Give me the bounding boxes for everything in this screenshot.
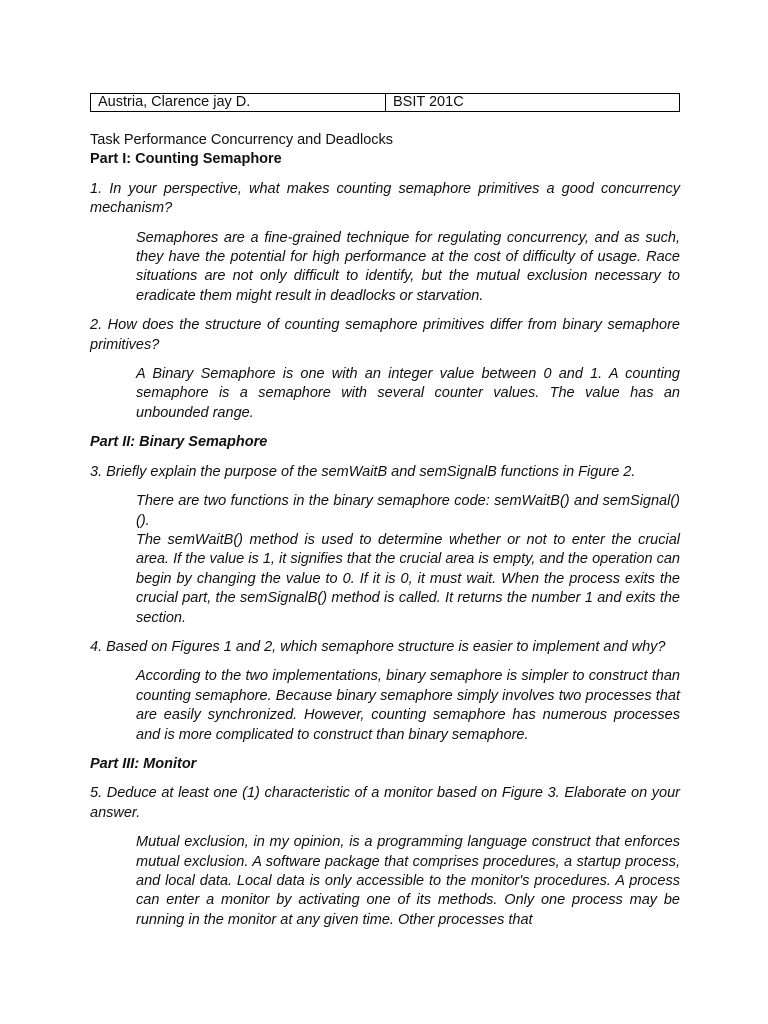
part1-heading: Part I: Counting Semaphore bbox=[90, 151, 282, 168]
answer-3-paragraph-2: The semWaitB() method is used to determine whether or not to enter the crucial area. If the value is 1, it signifies that the crucial area is empty, and the operation can begin by changing the value to 0. If it is 0, it must wait. When the process exits the crucial part, the semSignalB() method is called. It returns the number 1 and exits the section. bbox=[136, 531, 680, 626]
student-info-table bbox=[90, 93, 680, 112]
question-2: 2. How does the structure of counting semaphore primitives differ from binary semaphore primitives? bbox=[90, 317, 680, 353]
question-4: 4. Based on Figures 1 and 2, which semaphore structure is easier to implement and why? bbox=[90, 638, 666, 655]
question-5: 5. Deduce at least one (1) characteristic of a monitor based on Figure 3. Elaborate on your answer. bbox=[90, 785, 680, 821]
answer-5-text: Mutual exclusion, in my opinion, is a programming language construct that enforces mutual exclusion. A software package that comprises procedures, a startup process, and local data. Local data is only accessible to the monitor's procedures. A process can enter a monitor by activating one of its methods. Only one process may be running in the monitor at any given time. Other processes that bbox=[136, 834, 680, 928]
answer-3-paragraph-1: There are two functions in the binary semaphore code: semWaitB() and semSignal() (). bbox=[136, 493, 680, 529]
document-page bbox=[90, 93, 680, 930]
answer-2-text: A Binary Semaphore is one with an integer value between 0 and 1. A counting semaphore is a semaphore with several counter values. The value has an unbounded range. bbox=[136, 366, 680, 421]
answer-1 bbox=[136, 229, 680, 307]
section-cell: BSIT 201C bbox=[386, 94, 680, 112]
question-3: 3. Briefly explain the purpose of the semWaitB and semSignalB functions in Figure 2. bbox=[90, 463, 636, 480]
answer-2 bbox=[136, 365, 680, 423]
question-1: 1. In your perspective, what makes counting semaphore primitives a good concurrency mechanism? bbox=[90, 180, 680, 217]
answer-3 bbox=[136, 492, 680, 628]
part3-heading: Part III: Monitor bbox=[90, 755, 197, 772]
student-name-cell: Austria, Clarence jay D. bbox=[91, 94, 386, 112]
answer-4-text: According to the two implementations, binary semaphore is simpler to construct than counting semaphore. Because binary semaphore simply involves two processes that are easily synchronized. However, counting semaphore has numerous processes and is more complicated to construct than binary semaphore. bbox=[136, 668, 680, 743]
answer-5 bbox=[136, 833, 680, 930]
student-info-row bbox=[91, 94, 680, 112]
answer-4 bbox=[136, 667, 680, 745]
document-title: Task Performance Concurrency and Deadlocks bbox=[90, 132, 394, 148]
part2-heading: Part II: Binary Semaphore bbox=[90, 434, 268, 451]
answer-1-text: Semaphores are a fine-grained technique for regulating concurrency, and as such, they have the potential for high performance at the cost of difficulty of usage. Race situations are not only difficult to identify, but the mutual exclusion necessary to eradicate them might result in deadlocks or starvation. bbox=[136, 229, 680, 304]
